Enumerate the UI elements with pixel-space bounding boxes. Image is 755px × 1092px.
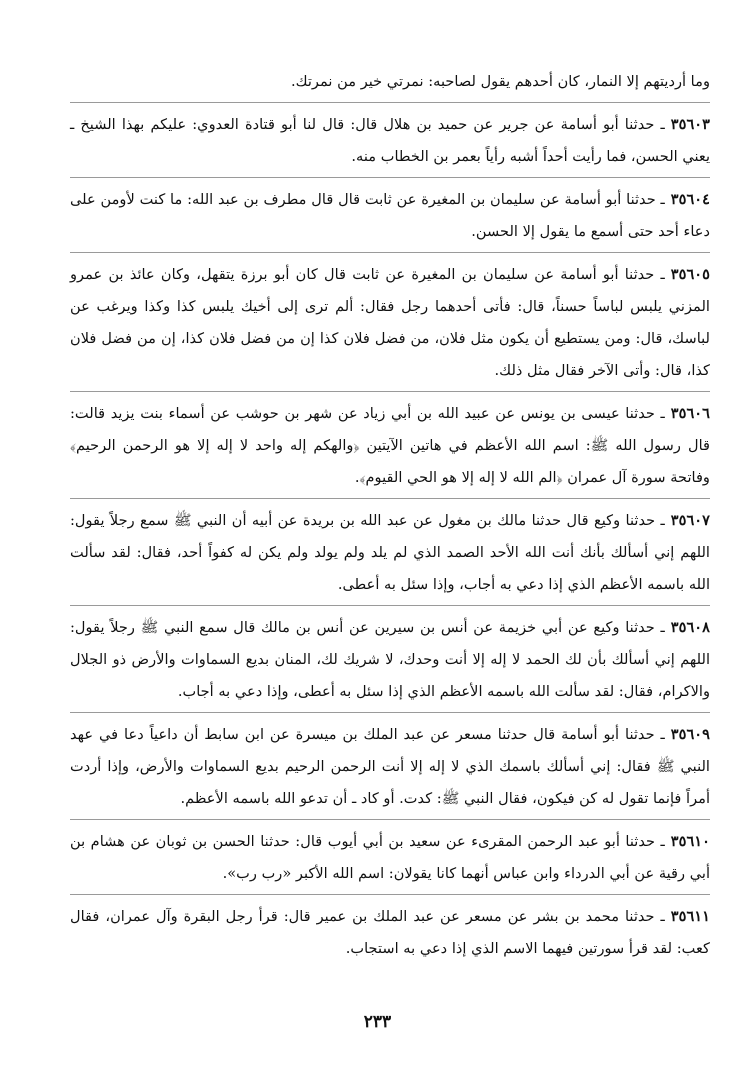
entry-number: ٣٥٦٠٥ <box>670 266 710 283</box>
entry-number: ٣٥٦٠٦ <box>670 405 710 422</box>
hadith-entry-35606 <box>70 398 710 499</box>
entry-text: ـ حدثنا أبو أسامة عن سليمان بن المغيرة عن ثابت قال قال مطرف بن عبد الله: ما كنت لأومن على دعاء أحد حتى أسمع ما يقول إلا الحسن. <box>70 191 710 240</box>
hadith-entry-35607 <box>70 505 710 606</box>
hadith-entry-35605 <box>70 259 710 392</box>
entry-text: ـ حدثنا محمد بن بشر عن مسعر عن عبد الملك بن عمير قال: قرأ رجل البقرة وآل عمران، فقال كعب: لقد قرأ سورتين فيهما الاسم الذي إذا دعي به استجاب. <box>70 908 710 957</box>
entry-text: ـ حدثنا وكيع عن أبي خزيمة عن أنس بن سيرين عن أنس بن مالك قال سمع النبي ﷺ رجلاً يقول: اللهم إني أسألك بأن لك الحمد لا إله إلا أنت وحدك، لا شريك لك، المنان بديع السماوات والأرض ذو الجلال والاكرام، فقال: لقد سألت الله باسمه الأعظم الذي إذا سئل به أعطى، وإذا دعي به أجاب. <box>70 619 710 700</box>
entry-number: ٣٥٦٠٤ <box>670 191 710 208</box>
entry-number: ٣٥٦١١ <box>670 908 710 925</box>
hadith-entry-35604 <box>70 184 710 253</box>
entry-text: ـ حدثنا أبو أسامة عن سليمان بن المغيرة عن ثابت قال كان أبو برزة يتقهل، وكان عائذ بن عمرو المزني يلبس لباساً حسناً، قال: فأتى أحدهما رجل فقال: ألم ترى إلى أخيك يلبس كذا وكذا ويرغب عن لباسك، قال: ومن يستطيع أن يكون مثل فلان، من فضل فلان كذا إن من فضل فلان كذا، إن من فضل فلان كذا، قال: وأتى الآخر فقال مثل ذلك. <box>70 266 710 379</box>
entry-text: ـ حدثنا أبو عبد الرحمن المقرىء عن سعيد بن أبي أيوب قال: حدثنا الحسن بن ثوبان عن هشام بن أبي رقية عن أبي الدرداء وابن عباس أنهما كانا يقولان: اسم الله الأكبر «رب رب». <box>70 833 710 882</box>
entry-text: ـ حدثنا وكيع قال حدثنا مالك بن مغول عن عبد الله بن بريدة عن أبيه أن النبي ﷺ سمع رجلاً يقول: اللهم إني أسألك بأنك أنت الله الأحد الصمد الذي لم يلد ولم يولد ولم يكن له كفواً أحد، فقال: لقد سألت الله باسمه الأعظم الذي إذا دعي به أجاب، وإذا سئل به أعطى. <box>70 512 710 593</box>
entry-number: ٣٥٦٠٧ <box>670 512 710 529</box>
entry-number: ٣٥٦٠٣ <box>670 116 710 133</box>
page-body <box>70 66 710 975</box>
entry-number: ٣٥٦٠٩ <box>670 726 710 743</box>
hadith-entry-35610 <box>70 826 710 895</box>
hadith-entry-35603 <box>70 109 710 178</box>
hadith-entry-35608 <box>70 612 710 713</box>
hadith-entry-35609 <box>70 719 710 820</box>
entry-text: ـ حدثنا عيسى بن يونس عن عبيد الله بن أبي زياد عن شهر بن حوشب عن أسماء بنت يزيد قالت: قال رسول الله ﷺ: اسم الله الأعظم في هاتين الآيتين ﴿والهكم إله واحد لا إله إلا هو الرحمن الرحيم﴾ وفاتحة سورة آل عمران ﴿الم الله لا إله إلا هو الحي القيوم﴾. <box>70 405 710 486</box>
opening-line: وما أرديتهم إلا النمار، كان أحدهم يقول لصاحبه: نمرتي خير من نمرتك. <box>70 66 710 103</box>
entry-number: ٣٥٦٠٨ <box>670 619 710 636</box>
hadith-entry-35611 <box>70 901 710 969</box>
entry-number: ٣٥٦١٠ <box>670 833 710 850</box>
entry-text: ـ حدثنا أبو أسامة عن جرير عن حميد بن هلال قال: قال لنا أبو قتادة العدوي: عليكم بهذا الشيخ ـ يعني الحسن، فما رأيت أحداً أشبه رأياً بعمر بن الخطاب منه. <box>70 116 710 165</box>
page-number: ٢٣٣ <box>363 1012 392 1032</box>
entry-text: ـ حدثنا أبو أسامة قال حدثنا مسعر عن عبد الملك بن ميسرة عن ابن سابط أن داعياً دعا في عهد النبي ﷺ فقال: إني أسألك باسمك الذي لا إله إلا أنت الرحمن الرحيم بديع السماوات والأرض، وإذا أردت أمراً فإنما تقول له كن فيكون، فقال النبي ﷺ: كدت. أو كاد ـ أن تدعو الله باسمه الأعظم. <box>70 726 710 807</box>
